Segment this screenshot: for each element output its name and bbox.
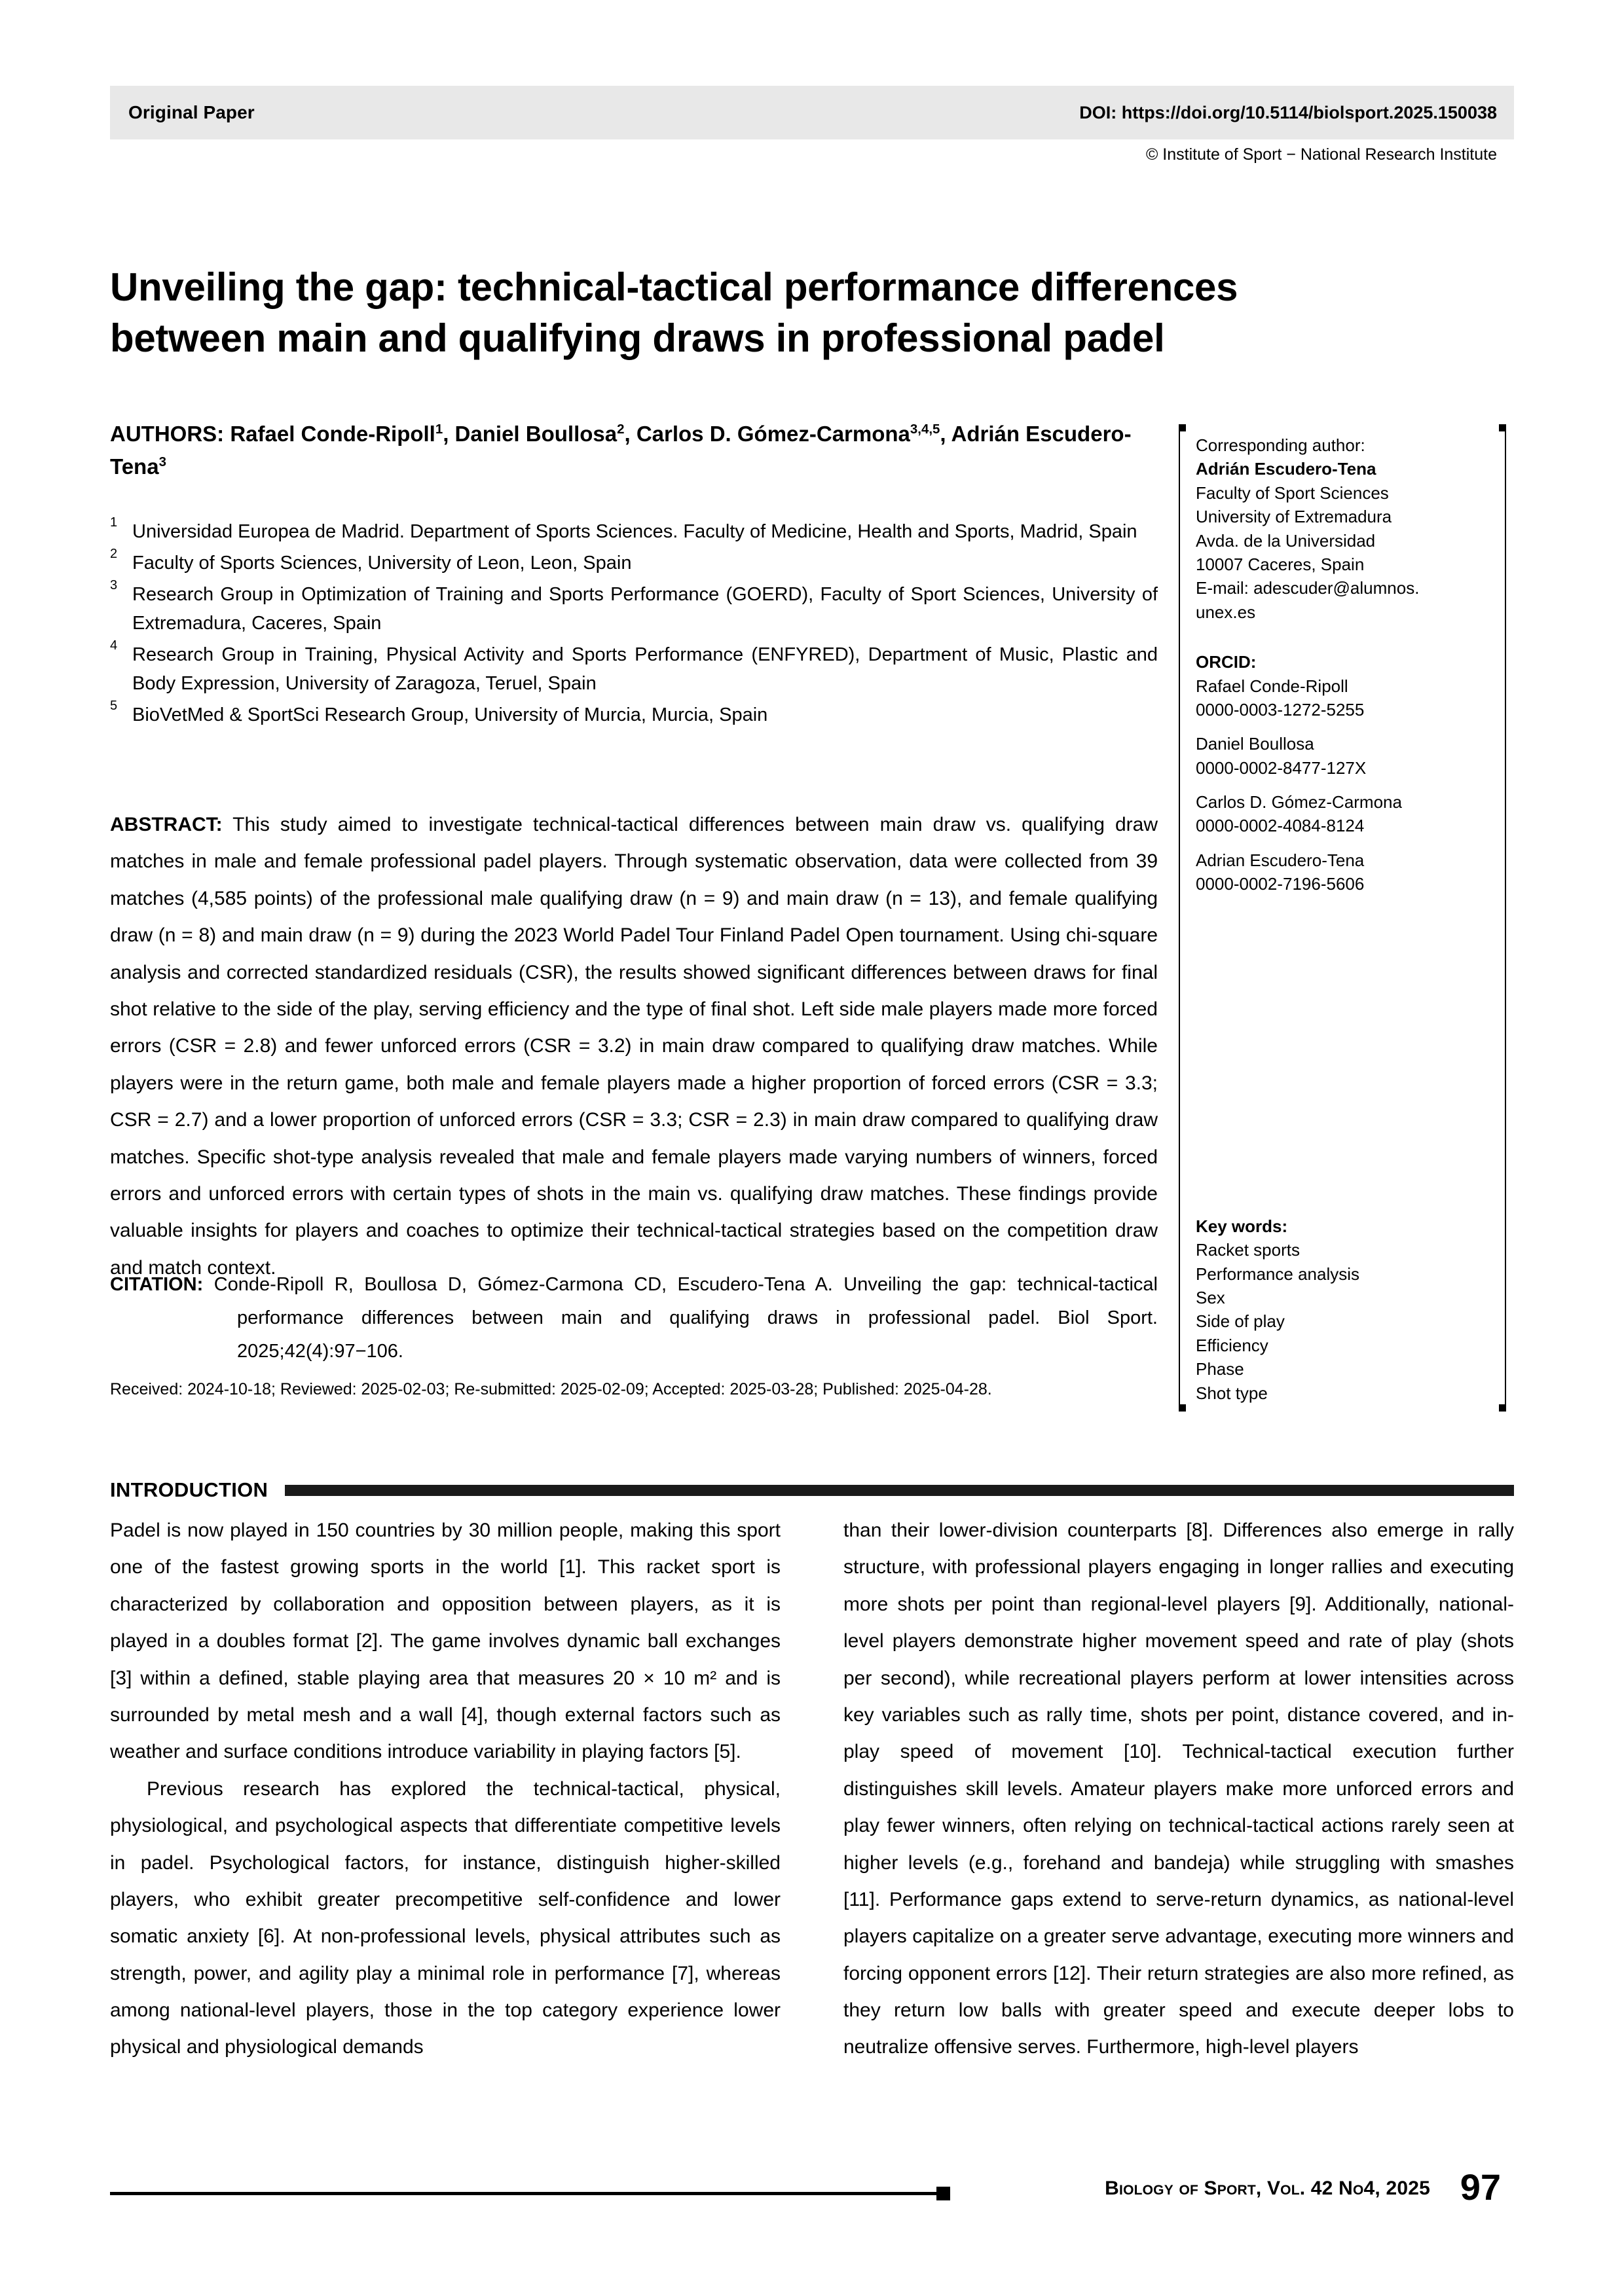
sidebar-corner-tick [1499,424,1506,431]
section-title: INTRODUCTION [110,1478,268,1501]
citation-label: CITATION: [110,1274,204,1295]
citation-block [110,1268,1158,1368]
authors-label: AUTHORS: [110,422,225,446]
sidebar-spacer [1196,624,1496,650]
orcid-name: Daniel Boullosa [1196,734,1314,754]
corresponding-author-email[interactable]: E-mail: adescuder@alumnos. [1196,578,1420,598]
affiliation-text: Universidad Europea de Madrid. Department of Sports Sciences. Faculty of Medicine, Health and Sports, Madrid, Spain [132,521,1137,542]
sidebar [1179,424,1506,1412]
section-heading-introduction [110,1478,1514,1502]
corresponding-author-label: Corresponding author: [1196,435,1365,455]
column-left [110,1512,781,2066]
corresponding-author-block [1196,433,1496,624]
keyword-item: Sex [1196,1288,1225,1308]
affiliation-text: BioVetMed & SportSci Research Group, University of Murcia, Murcia, Spain [132,704,768,726]
affiliation-item [110,517,1158,546]
affiliation-number: 1 [110,515,118,530]
corresponding-author-email-cont[interactable]: unex.es [1196,602,1256,622]
footer-journal-line: Biology of Sport, Vol. 42 No4, 2025 [1105,2178,1430,2199]
orcid-id[interactable]: 0000-0002-4084-8124 [1196,816,1365,836]
orcid-id[interactable]: 0000-0002-8477-127X [1196,757,1367,778]
keyword-item: Performance analysis [1196,1264,1359,1284]
affiliation-item [110,549,1158,577]
header-bar [110,86,1514,139]
paragraph: Padel is now played in 150 countries by 30 million people, making this sport one of the fastest growing sports in the world [1]. This racket sport is characterized by collaboration and opposition between players, as it is played in a doubles format [2]. The game involves dynamic ball exchanges [3] within a defined, stable playing area that measures 20 × 10 m² and is surrounded by metal mesh and a wall [4], though external factors such as weather and surface conditions introduce variability in playing factors [5]. [110,1520,781,1763]
orcid-entry [1196,790,1496,838]
keyword-item: Racket sports [1196,1240,1300,1260]
abstract-label: ABSTRACT: [110,814,223,835]
orcid-entry [1196,674,1496,722]
abstract-block [110,807,1158,1286]
affiliation-text: Faculty of Sports Sciences, University of Leon, Leon, Spain [132,553,632,574]
paper-type-label: Original Paper [128,102,255,122]
sidebar-corner-tick [1179,424,1186,431]
orcid-entry [1196,848,1496,896]
affiliation-item [110,701,1158,729]
affiliation-number: 3 [110,578,118,593]
corresponding-author-line: University of Extremadura [1196,507,1392,527]
corresponding-author-line: Faculty of Sport Sciences [1196,483,1389,503]
orcid-name: Adrian Escudero-Tena [1196,850,1365,870]
sidebar-left-rule [1179,424,1180,1412]
keywords-block [1196,1214,1490,1405]
orcid-name: Rafael Conde-Ripoll [1196,676,1348,696]
orcid-entry [1196,732,1496,780]
footer [110,2166,1514,2208]
corresponding-author-line: 10007 Caceres, Spain [1196,554,1365,574]
authors-line: AUTHORS: Rafael Conde-Ripoll$^1$, Daniel Boullosa$^2$, Carlos D. Gómez-Carmona$^{3,4,5}$, Adrián Escudero-Tena$^3$ [110,422,1132,479]
footer-square-marker [936,2187,950,2200]
sidebar-right-rule [1505,424,1506,1412]
copyright-line: © Institute of Sport − National Research Institute [1145,145,1497,164]
orcid-label: ORCID: [1196,652,1257,672]
section-rule [285,1485,1514,1496]
abstract-text: This study aimed to investigate technical-tactical differences between main draw vs. qualifying draw matches in male and female professional padel players. Through systematic observation, data were collected from 39 matches (4,585 points) of the professional male qualifying draw (n = 9) and main draw (n = 13), and female qualifying draw (n = 8) and main draw (n = 9) during the 2023 World Padel Tour Finland Padel Open tournament. Using chi-square analysis and corrected standardized residuals (CSR), the results showed significant differences between draws for final shot relative to the side of the play, serving efficiency and the type of final shot. Left side male players made more forced errors (CSR = 2.8) and fewer unforced errors (CSR = 3.2) in main draw compared to qualifying draw matches. While players were in the return game, both male and female players made a higher proportion of forced errors (CSR = 3.3; CSR = 2.7) and a lower proportion of unforced errors (CSR = 3.3; CSR = 2.3) in main draw compared to qualifying draw matches. Specific shot-type analysis revealed that male and female players made varying numbers of winners, forced errors and unforced errors with certain types of shots in the main vs. qualifying draw matches. These findings provide valuable insights for players and coaches to optimize their technical-tactical strategies based on the competition draw and match context. [110,814,1158,1279]
affiliation-number: 4 [110,638,118,653]
orcid-name: Carlos D. Gómez-Carmona [1196,792,1402,812]
orcid-id[interactable]: 0000-0003-1272-5255 [1196,699,1365,720]
sidebar-corner-tick [1499,1404,1506,1412]
footer-rule [110,2192,942,2195]
affiliation-text: Research Group in Training, Physical Activity and Sports Performance (ENFYRED), Department of Music, Plastic and Body Expression, University of Zaragoza, Teruel, Spain [132,644,1158,695]
keyword-item: Shot type [1196,1383,1268,1403]
affiliation-number: 5 [110,699,118,714]
page-number: 97 [1460,2166,1501,2208]
keyword-item: Efficiency [1196,1335,1268,1355]
publication-dates: Received: 2024-10-18; Reviewed: 2025-02-03; Re-submitted: 2025-02-09; Accepted: 2025-03-28; Published: 2025-04-28. [110,1380,992,1398]
affiliation-number: 2 [110,547,118,562]
affiliation-item [110,640,1158,698]
sidebar-corner-tick [1179,1404,1186,1412]
orcid-id[interactable]: 0000-0002-7196-5606 [1196,874,1365,894]
keywords-label: Key words: [1196,1216,1288,1236]
citation-text: Conde-Ripoll R, Boullosa D, Gómez-Carmona CD, Escudero-Tena A. Unveiling the gap: technical-tactical performance differences between main and qualifying draws in professional padel. Biol Sport. 2025;42(4):97−106. [213,1274,1158,1362]
keyword-item: Side of play [1196,1311,1285,1332]
body-columns [110,1512,1514,2066]
orcid-block [1196,650,1496,896]
affiliation-item [110,580,1158,638]
page-title: Unveiling the gap: technical-tactical performance differences between main and qualifying draws in professional padel [110,265,1238,360]
corresponding-author-line: Avda. de la Universidad [1196,530,1376,551]
column-right [843,1512,1514,2066]
affiliation-text: Research Group in Optimization of Training and Sports Performance (GOERD), Faculty of Sport Sciences, University of Extremadura, Caceres, Spain [132,584,1158,634]
keyword-item: Phase [1196,1359,1244,1379]
paragraph: than their lower-division counterparts [8]. Differences also emerge in rally structure, with professional players engaging in longer rallies and executing more shots per point than regional-level players [9]. Additionally, national-level players demonstrate higher movement speed and rate of play (shots per second), while recreational players perform at lower intensities across key variables such as rally time, shots per point, distance covered, and in-play speed of movement [10]. Technical-tactical execution further distinguishes skill levels. Amateur players make more unforced errors and play fewer winners, often relying on technical-tactical actions rarely seen at higher levels (e.g., forehand and bandeja) while struggling with smashes [11]. Performance gaps extend to serve-return dynamics, as national-level players capitalize on a greater serve advantage, executing more winners and forcing opponent errors [12]. Their return strategies are also more refined, as they return low balls with greater speed and execute deeper lobs to neutralize offensive serves. Furthermore, high-level players [843,1520,1514,2058]
affiliations-list [110,517,1158,733]
paragraph: Previous research has explored the technical-tactical, physical, physiological, and psychological aspects that differentiate competitive levels in padel. Psychological factors, for instance, distinguish higher-skilled players, who exhibit greater precompetitive self-confidence and lower somatic anxiety [6]. At non-professional levels, physical attributes such as strength, power, and agility play a minimal role in performance [7], whereas among national-level players, those in the top category experience lower physical and physiological demands [110,1777,781,2058]
doi-label[interactable]: DOI: https://doi.org/10.5114/biolsport.2025.150038 [1079,102,1497,122]
corresponding-author-name: Adrián Escudero-Tena [1196,459,1376,479]
